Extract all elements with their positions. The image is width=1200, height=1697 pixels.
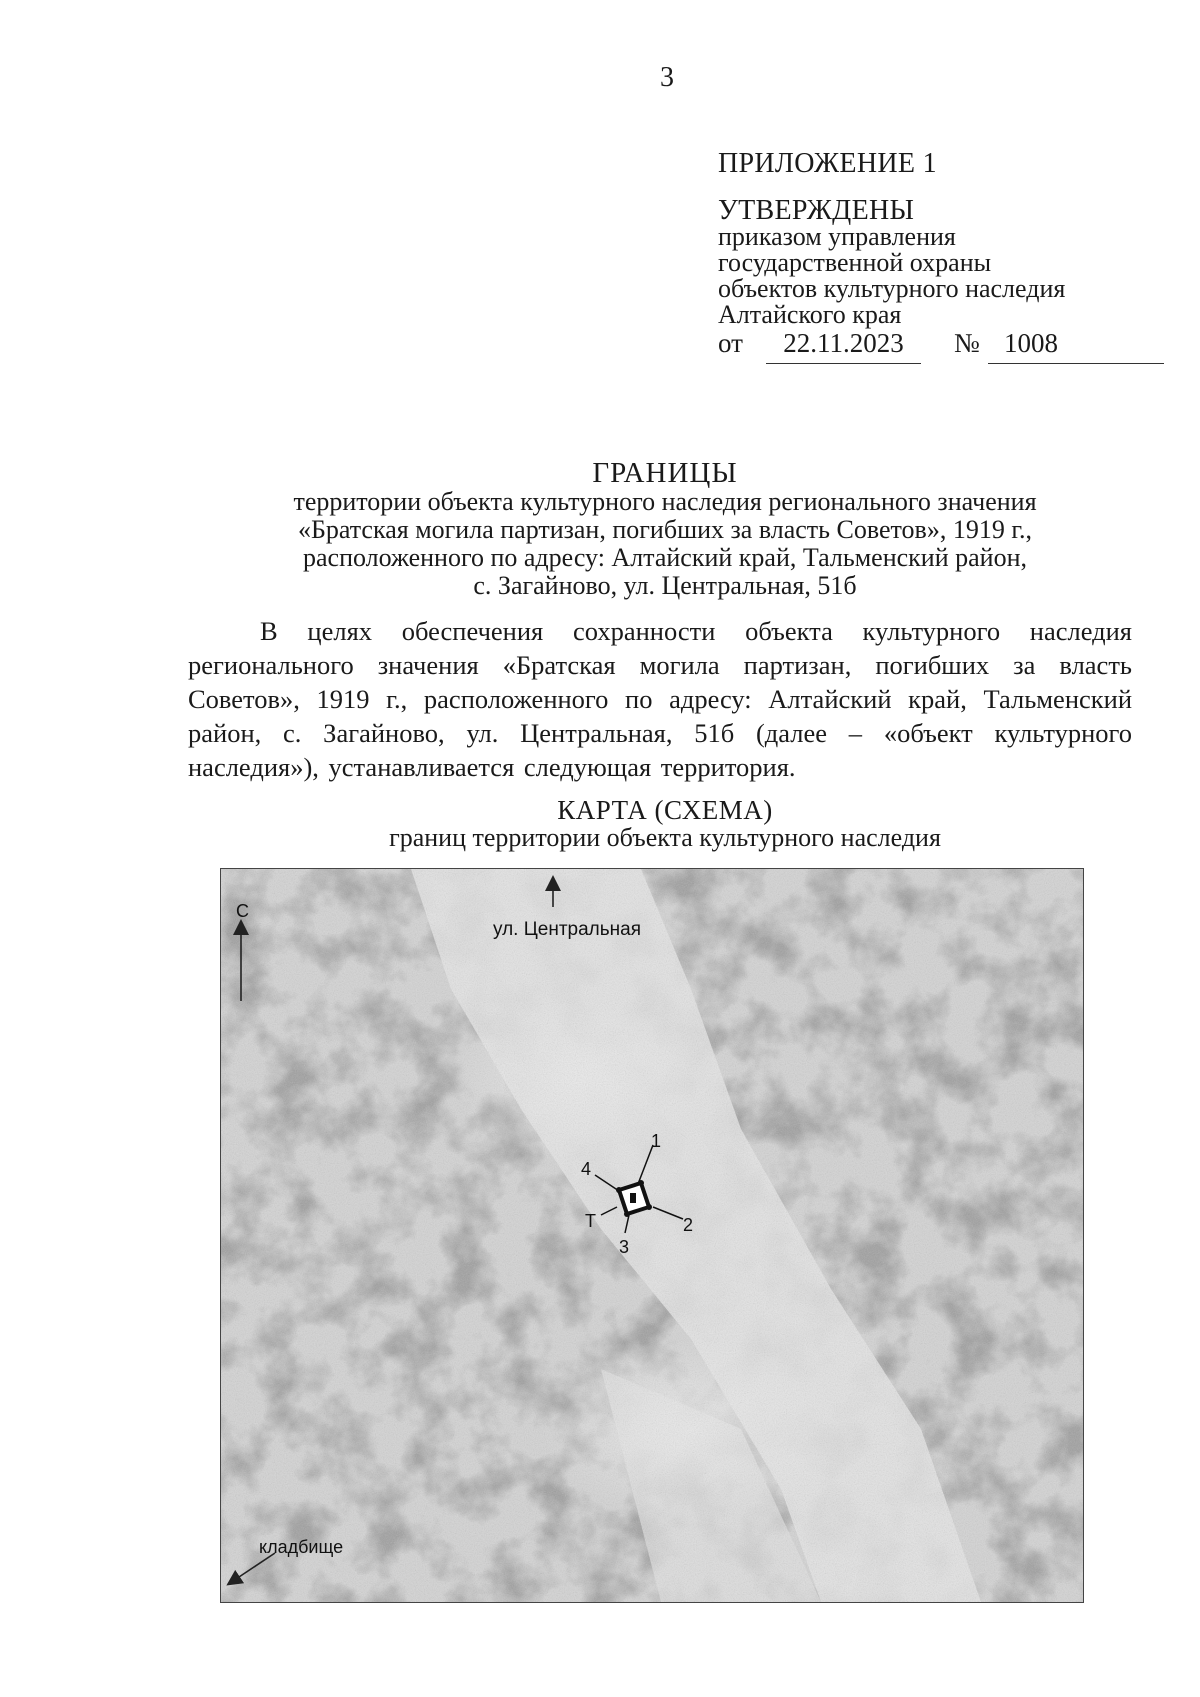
boundary-map	[220, 868, 1084, 1603]
title-heading: ГРАНИЦЫ	[592, 457, 738, 489]
title-line: расположенного по адресу: Алтайский край, Тальменский район,	[302, 543, 1027, 572]
number-sign: №	[954, 328, 980, 358]
title-line: территории объекта культурного наследия регионального значения	[293, 487, 1037, 516]
order-date: 22.11.2023	[766, 328, 921, 364]
cemetery-label: кладбище	[259, 1537, 344, 1557]
order-reference	[718, 328, 1148, 368]
approval-line: приказом управления	[718, 222, 956, 251]
title-line: «Братская могила партизан, погибших за власть Советов», 1919 г.,	[297, 515, 1033, 544]
approved-label: УТВЕРЖДЕНЫ	[718, 195, 915, 226]
map-subheading: границ территории объекта культурного наследия	[389, 823, 941, 852]
document-title	[180, 458, 1150, 600]
point-label-3: 3	[619, 1237, 630, 1257]
approval-line: Алтайского края	[718, 300, 902, 329]
order-number: 1008	[988, 328, 1164, 364]
street-label: ул. Центральная	[493, 919, 642, 940]
appendix-label: ПРИЛОЖЕНИЕ 1	[718, 148, 937, 179]
point-label-4: 4	[581, 1159, 592, 1179]
body-paragraph: В целях обеспечения сохранности объекта культурного наследия регионального значения «Братская могила партизан, погибших за власть Советов», 1919 г., расположенного по адресу: Алтайский край, Тальменский район, с. Загайново, ул. Центральная, 51б (далее – «объект культурного наследия»), устанавливается следующая территория.	[188, 616, 1132, 782]
page-number: 3	[660, 62, 674, 93]
approval-block	[718, 150, 1065, 328]
point-label-t: Т	[585, 1211, 596, 1231]
approval-line: объектов культурного наследия	[718, 274, 1066, 303]
approval-line: государственной охраны	[718, 248, 992, 277]
map-image	[221, 869, 1083, 1602]
north-label: С	[236, 901, 249, 921]
point-label-1: 1	[651, 1131, 662, 1151]
title-line: с. Загайново, ул. Центральная, 51б	[473, 571, 857, 600]
map-heading: КАРТА (СХЕМА)	[557, 795, 773, 825]
map-title	[180, 797, 1150, 851]
point-label-2: 2	[683, 1215, 694, 1235]
date-prefix: от	[718, 328, 743, 358]
